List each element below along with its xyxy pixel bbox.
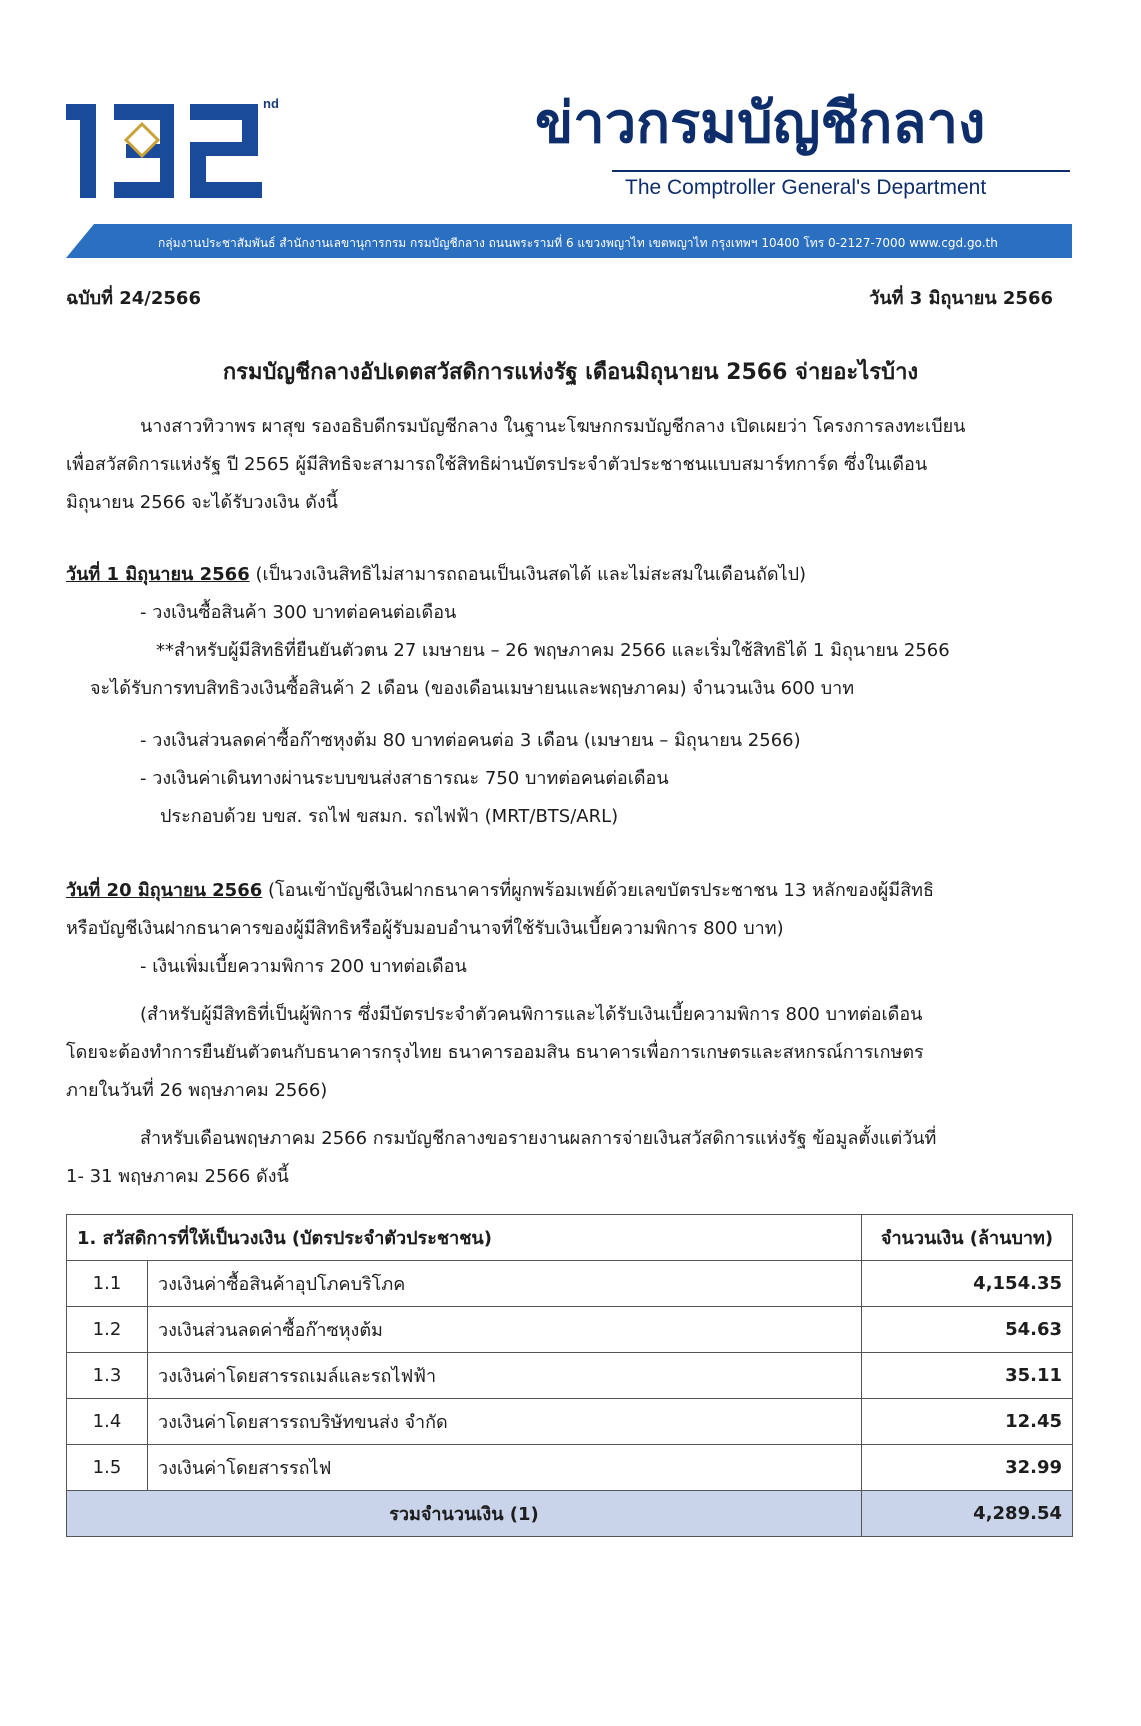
section1-item-2: - วงเงินส่วนลดค่าซื้อก๊าซหุงต้ม 80 บาทต่อคนต่อ 3 เดือน (เมษายน – มิถุนายน 2566) [140, 730, 801, 751]
row-amount: 35.11 [862, 1353, 1073, 1399]
table-total-row [67, 1491, 1073, 1537]
total-label: รวมจำนวนเงิน (1) [67, 1491, 862, 1537]
table-row [67, 1353, 1073, 1399]
logo-132-graphic [66, 96, 296, 206]
issue-number: ฉบับที่ 24/2566 [66, 288, 201, 309]
brand-subtitle: The Comptroller General's Department [625, 176, 987, 199]
table-row [67, 1307, 1073, 1353]
brand-title: ข่าวกรมบัญชีกลาง [535, 91, 986, 156]
row-amount: 54.63 [862, 1307, 1073, 1353]
table-row [67, 1445, 1073, 1491]
row-label: วงเงินส่วนลดค่าซื้อก๊าซหุงต้ม [148, 1307, 862, 1353]
section2-heading: วันที่ 20 มิถุนายน 2566 [66, 880, 263, 901]
row-amount: 32.99 [862, 1445, 1073, 1491]
section2-para-2: โดยจะต้องทำการยืนยันตัวตนกับธนาคารกรุงไทย ธนาคารออมสิน ธนาคารเพื่อการเกษตรและสหกรณ์การเกษตร [66, 1042, 924, 1063]
issue-date: วันที่ 3 มิถุนายน 2566 [869, 288, 1053, 309]
row-label: วงเงินค่าซื้อสินค้าอุปโภคบริโภค [148, 1261, 862, 1307]
row-label: วงเงินค่าโดยสารรถบริษัทขนส่ง จำกัด [148, 1399, 862, 1445]
intro-line-1: นางสาวทิวาพร ผาสุข รองอธิบดีกรมบัญชีกลาง ในฐานะโฆษกกรมบัญชีกลาง เปิดเผยว่า โครงการลงทะเบียน [140, 416, 966, 437]
row-amount: 4,154.35 [862, 1261, 1073, 1307]
intro-line-3: มิถุนายน 2566 จะได้รับวงเงิน ดังนี้ [66, 492, 338, 513]
row-number: 1.1 [67, 1261, 148, 1307]
section2-heading-note: (โอนเข้าบัญชีเงินฝากธนาคารที่ผูกพร้อมเพย์ด้วยเลขบัตรประชาชน 13 หลักของผู้มีสิทธิ [262, 880, 934, 901]
row-number: 1.5 [67, 1445, 148, 1491]
section1-heading: วันที่ 1 มิถุนายน 2566 [66, 564, 250, 585]
section2-para-3: ภายในวันที่ 26 พฤษภาคม 2566) [66, 1080, 328, 1101]
section1-note-1: **สำหรับผู้มีสิทธิที่ยืนยันตัวตน 27 เมษายน – 26 พฤษภาคม 2566 และเริ่มใช้สิทธิได้ 1 มิถุนายน 2566 [156, 640, 950, 661]
row-label: วงเงินค่าโดยสารรถไฟ [148, 1445, 862, 1491]
table-row [67, 1399, 1073, 1445]
section1-note-2: จะได้รับการทบสิทธิวงเงินซื้อสินค้า 2 เดือน (ของเดือนเมษายนและพฤษภาคม) จำนวนเงิน 600 บาท [90, 678, 855, 699]
section2-heading-line [66, 872, 934, 910]
table-header-row [67, 1215, 1073, 1261]
section1-heading-line [66, 556, 806, 594]
table-header-label: 1. สวัสดิการที่ให้เป็นวงเงิน (บัตรประจำตัวประชาชน) [67, 1215, 862, 1261]
table-row [67, 1261, 1073, 1307]
report-line-2: 1- 31 พฤษภาคม 2566 ดังนี้ [66, 1166, 289, 1187]
welfare-table [66, 1214, 1073, 1537]
row-label: วงเงินค่าโดยสารรถเมล์และรถไฟฟ้า [148, 1353, 862, 1399]
banner-text: กลุ่มงานประชาสัมพันธ์ สำนักงานเลขานุการกรม กรมบัญชีกลาง ถนนพระรามที่ 6 แขวงพญาไท เขตพญาไท กรุงเทพฯ 10400 โทร 0-2127-7000 www.cgd.go.th [158, 236, 998, 250]
section1-item-1: - วงเงินซื้อสินค้า 300 บาทต่อคนต่อเดือน [140, 602, 457, 623]
section1-item-3: - วงเงินค่าเดินทางผ่านระบบขนส่งสาธารณะ 750 บาทต่อคนต่อเดือน [140, 768, 669, 789]
row-number: 1.3 [67, 1353, 148, 1399]
row-number: 1.2 [67, 1307, 148, 1353]
section2-item-1: - เงินเพิ่มเบี้ยความพิการ 200 บาทต่อเดือน [140, 956, 467, 977]
section1-item-3-cont: ประกอบด้วย บขส. รถไฟ ขสมก. รถไฟฟ้า (MRT/BTS/ARL) [160, 806, 619, 827]
section1-heading-note: (เป็นวงเงินสิทธิไม่สามารถถอนเป็นเงินสดได้ และไม่สะสมในเดือนถัดไป) [249, 564, 807, 585]
row-amount: 12.45 [862, 1399, 1073, 1445]
section2-line-2: หรือบัญชีเงินฝากธนาคารของผู้มีสิทธิหรือผู้รับมอบอำนาจที่ใช้รับเงินเบี้ยความพิการ 800 บาท) [66, 918, 784, 939]
brand-divider [612, 170, 1070, 172]
section2-para-1: (สำหรับผู้มีสิทธิที่เป็นผู้พิการ ซึ่งมีบัตรประจำตัวคนพิการและได้รับเงินเบี้ยความพิการ 800 บาทต่อเดือน [140, 1004, 923, 1025]
total-amount: 4,289.54 [862, 1491, 1073, 1537]
logo-suffix: nd [263, 96, 279, 111]
intro-line-2: เพื่อสวัสดิการแห่งรัฐ ปี 2565 ผู้มีสิทธิจะสามารถใช้สิทธิผ่านบัตรประจำตัวประชาชนแบบสมาร์ทการ์ด ซึ่งในเดือน [66, 454, 928, 475]
document-title: กรมบัญชีกลางอัปเดตสวัสดิการแห่งรัฐ เดือนมิถุนายน 2566 จ่ายอะไรบ้าง [222, 360, 919, 385]
table-header-amount: จำนวนเงิน (ล้านบาท) [862, 1215, 1073, 1261]
report-line-1: สำหรับเดือนพฤษภาคม 2566 กรมบัญชีกลางขอรายงานผลการจ่ายเงินสวัสดิการแห่งรัฐ ข้อมูลตั้งแต่วันที่ [140, 1128, 937, 1149]
row-number: 1.4 [67, 1399, 148, 1445]
